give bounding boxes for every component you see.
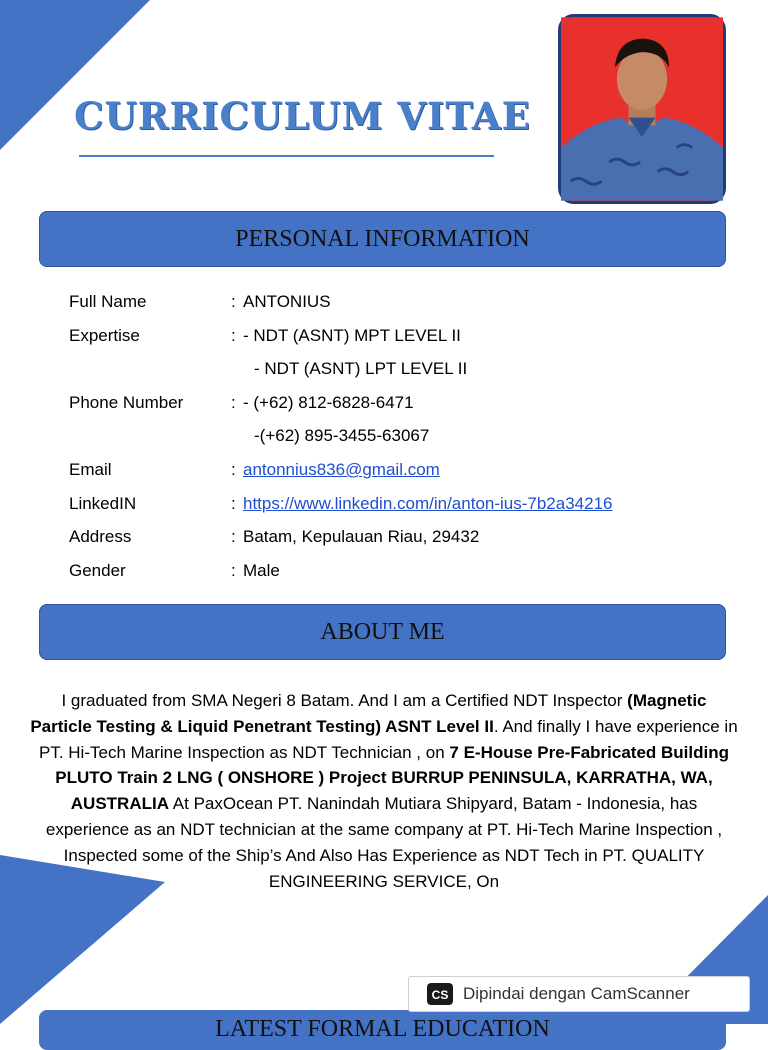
profile-photo (558, 14, 726, 204)
linkedin-link[interactable]: https://www.linkedin.com/in/anton-ius-7b2a34216 (243, 493, 613, 513)
title-underline (79, 155, 494, 157)
person-portrait-icon (561, 17, 723, 201)
info-label: Expertise (69, 325, 140, 345)
info-value: -(+62) 895-3455-63067 (254, 426, 430, 446)
info-row-phone (69, 386, 729, 420)
section-personal-information (39, 211, 726, 267)
section-title: ABOUT ME (320, 618, 445, 645)
section-title: PERSONAL INFORMATION (235, 225, 530, 252)
info-colon: : (231, 493, 236, 513)
info-colon: : (231, 392, 236, 412)
about-text-4: And Also Has Experience as NDT Tech in PT. QUALITY ENGINEERING SERVICE, On (268, 845, 705, 891)
camscanner-watermark (408, 976, 750, 1012)
info-colon: : (231, 527, 236, 547)
info-value: - NDT (ASNT) MPT LEVEL II (243, 325, 461, 345)
info-colon: : (231, 292, 236, 311)
camscanner-logo-text: CS (431, 988, 449, 1002)
info-value: Male (243, 560, 280, 580)
personal-info-list (69, 285, 729, 587)
watermark-text: Dipindai dengan CamScanner (463, 984, 690, 1003)
section-title: LATEST FORMAL EDUCATION (215, 1016, 550, 1042)
info-label: LinkedIN (69, 493, 137, 513)
info-colon: : (231, 459, 236, 479)
camscanner-logo-icon (427, 983, 453, 1005)
info-colon: : (231, 325, 236, 345)
info-row-full-name (69, 285, 729, 319)
info-row-expertise (69, 319, 729, 353)
about-bold-2: 7 E-House Pre-Fabricated Building PLUTO Train 2 LNG ( ONSHORE ) Project BURRUP PENINSULA, KARRATHA, WA, AUSTRALIA (55, 742, 729, 814)
info-row-email (69, 453, 729, 487)
info-value: ANTONIUS (243, 292, 331, 311)
info-value: Batam, Kepulauan Riau, 29432 (243, 527, 480, 547)
info-label: Phone Number (69, 392, 184, 412)
about-text-3: At PaxOcean PT. Nanindah Mutiara Shipyard, Batam - Indonesia, has experience as an NDT technician at the same company at PT. Hi-Tech Marine Inspection , Inspected some of the Ship’s (45, 794, 723, 865)
info-row-gender (69, 554, 729, 588)
info-label: Full Name (69, 292, 147, 311)
email-link[interactable]: antonnius836@gmail.com (243, 459, 440, 479)
about-me-text (30, 688, 738, 894)
info-colon: : (231, 560, 236, 580)
info-row-expertise-2 (69, 352, 729, 386)
info-label: Gender (69, 560, 126, 580)
info-row-address (69, 520, 729, 554)
info-value: - NDT (ASNT) LPT LEVEL II (254, 359, 468, 379)
info-row-linkedin (69, 487, 729, 521)
info-value: - (+62) 812-6828-6471 (243, 392, 414, 412)
info-label: Email (69, 459, 112, 479)
about-text-2: . And finally I have experience in PT. Hi-Tech Marine Inspection as NDT Technician , on (38, 716, 738, 762)
about-bold-1: (Magnetic Particle Testing & Liquid Penetrant Testing) ASNT Level II (30, 691, 707, 736)
about-text-1: I graduated from SMA Negeri 8 Batam. And I am a Certified NDT Inspector (61, 691, 623, 710)
page-title: CURRICULUM VITAE (74, 94, 531, 138)
info-label: Address (69, 527, 132, 547)
section-latest-formal-education (39, 1010, 726, 1050)
info-row-phone-2 (69, 419, 729, 453)
section-about-me (39, 604, 726, 660)
